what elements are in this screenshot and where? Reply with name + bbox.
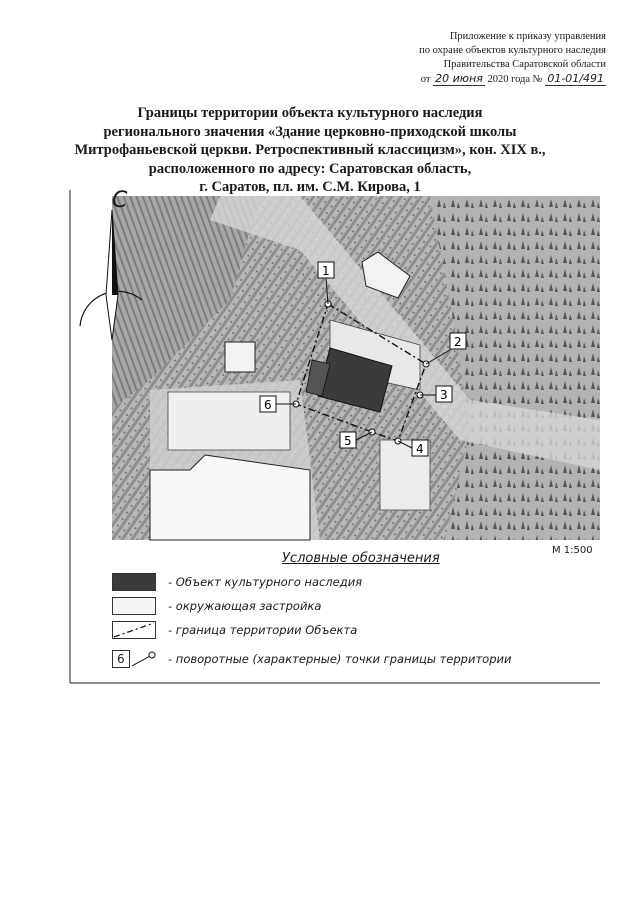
point-label-5: 5 [344,434,352,448]
order-prefix: от [420,74,431,85]
point-label-2: 2 [454,335,462,349]
point-label-4: 4 [416,442,424,456]
north-letter: С [112,188,128,213]
order-year: 2020 года № [487,74,543,85]
point-label-6: 6 [264,398,272,412]
point-label-3: 3 [440,388,448,402]
legend-swatch-object [112,573,156,591]
title-line-3: Митрофаньевской церкви. Ретроспективный классицизм», кон. XIX в., [74,142,546,158]
title-line-4: расположенного по адресу: Саратовская область, [148,160,472,177]
legend-title: Условные обозначения [282,551,440,566]
title-line-5: г. Саратов, пл. им. С.М. Кирова, 1 [199,179,421,195]
legend-point-number: 6 [117,652,125,666]
title-line-1: Границы территории объекта культурного наследия [137,105,483,121]
legend-row-surrounding [112,597,552,617]
legend-row-object [112,573,552,593]
order-date: 20 июня [435,72,483,85]
order-line-3: Правительства Саратовской области [443,59,606,70]
legend-swatch-point [112,650,130,668]
legend-text-boundary: - граница территории Объекта [168,623,358,637]
legend-row-points [112,650,552,670]
legend-text-points: - поворотные (характерные) точки границы территории [168,652,512,666]
order-line-2: по охране объектов культурного наследия [419,45,606,56]
order-number: 01-01/491 [547,72,604,85]
legend-swatch-boundary [112,621,156,639]
legend-point-leader [132,650,162,670]
map-scale: М 1:500 [552,545,593,556]
legend-row-boundary [112,621,552,641]
order-line-1: Приложение к приказу управления [449,31,606,42]
legend-swatch-surrounding [112,597,156,615]
legend-text-object: - Объект культурного наследия [168,575,363,589]
legend-text-surrounding: - окружающая застройка [168,599,322,613]
point-label-1: 1 [322,264,330,278]
title-line-2: регионального значения «Здание церковно-приходской школы [103,123,517,140]
